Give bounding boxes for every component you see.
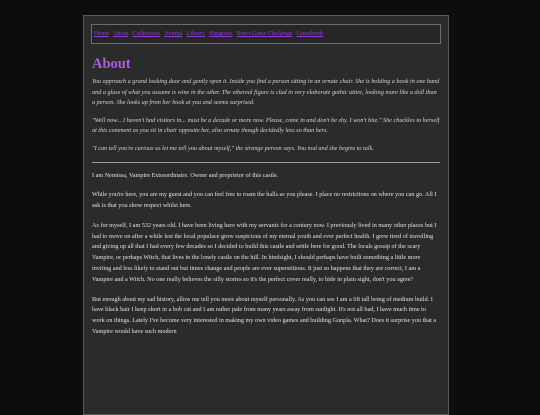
intro-paragraph: You approach a grand looking door and gently open it. Inside you find a person sitting in an ornate chair. She is holding a book in one hand and a glass of what you assume is wine in the other. The ethereal figure is clad in very elaborate gothic attire, looking more like a doll than a person. She looks up from her book at you and seems surprised. xyxy=(92,77,440,107)
body-paragraph: I am Nemissa, Vampire Extraordinaire. Owner and proprietor of this castle. xyxy=(92,171,279,179)
nav-bar xyxy=(91,24,441,44)
intro-section xyxy=(92,77,440,155)
body-section xyxy=(92,171,440,338)
nav-link-hangouts[interactable]: Hangouts xyxy=(209,31,233,37)
section-divider xyxy=(92,162,440,163)
body-paragraph: But enough about my sad history, allow me tell you more about myself personally. As you can see I am a 6ft tall being of medium build. I have black hair I keep short in a bob cut and I am rather pale from many years away from sunlight. It's not all bad, I have much time to work on things. Lately I've become very interested in making my own video games and building Gunpla. What? Does it surprise you that a Vampire would have such modern xyxy=(92,295,437,336)
nav-link-library[interactable]: Library xyxy=(186,31,205,37)
nav-link-retro-game-challenge[interactable]: Retro Game Challenge xyxy=(236,31,293,37)
intro-paragraph: "Well now... I haven't had visitors in... must be a decade or more now. Please, come in and don't be shy. I won't bite." She chuckles to herself at this comment as you sit in chair opposite her, also ornate though decidedly less so than hers. xyxy=(92,116,440,135)
nav-link-home[interactable]: Home xyxy=(94,31,109,37)
nav-link-collections[interactable]: Collections xyxy=(132,31,161,37)
body-paragraph: While you're here, you are my guest and you can feel free to roam the halls as you please. I place no restrictions on where you can go. All I ask is that you show respect whilst here. xyxy=(92,191,437,210)
main-content xyxy=(84,57,448,338)
nav-link-about[interactable]: About xyxy=(113,31,129,37)
page-title: About xyxy=(92,56,131,72)
intro-paragraph: "I can tell you're curious so let me tell you about myself," the strange person says. You nod and she begins to talk. xyxy=(92,144,374,152)
nav-link-journal[interactable]: Journal xyxy=(164,31,183,37)
nav-link-guestbook[interactable]: Guestbook xyxy=(296,31,324,37)
body-paragraph: As for myself, I am 532 years old. I have been living here with my servants for a century now. I previously lived in many other places but I had to move on after a while lest the local populace grow suspicious of my eternal youth and ever perfect health. I grew tired of travelling and giving up all that I had every few decades so I decided to build this castle and settle here for good. The locals gossip of the scary Vampire, or perhaps Witch, that lives in the lonely castle on the hill. In hindsight, I should perhaps have built something a little more inviting and less likely to stand out but times change and people are ever superstitious. It just so happens that they are correct, I am a Vampire and a Witch. No one really believes the silly stories so it's the perfect cover really, to hide in plain sight, don't you agree? xyxy=(92,221,437,283)
page-frame xyxy=(83,15,449,415)
